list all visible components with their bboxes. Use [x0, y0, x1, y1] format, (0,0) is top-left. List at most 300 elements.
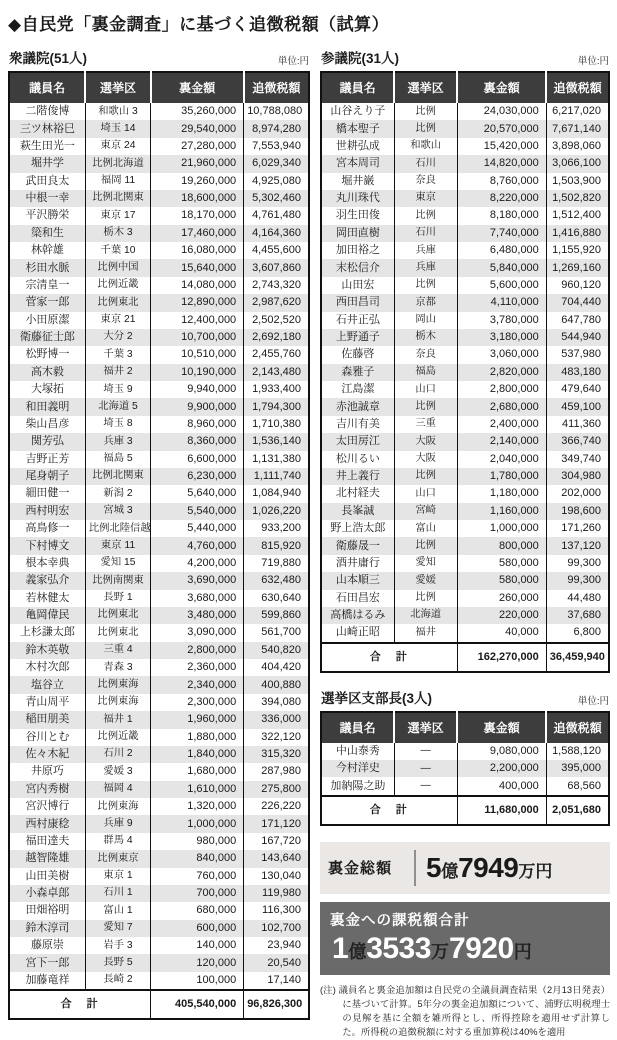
tax-amount-cell: 4,761,480: [244, 207, 309, 224]
tax-amount-cell: 540,820: [244, 642, 309, 659]
table-row: [9, 694, 309, 711]
member-name-cell: 小田原潔: [25, 313, 70, 326]
table-row: [9, 138, 309, 155]
slush-amount-cell: 4,760,000: [151, 537, 244, 554]
column-header: 議員名: [321, 72, 394, 103]
slush-amount-cell: 1,180,000: [457, 485, 546, 502]
slush-amount-cell: 120,000: [151, 954, 244, 971]
district-cell: 比例近畿: [85, 277, 150, 294]
two-column-layout: [8, 47, 610, 1040]
table-row: [9, 954, 309, 971]
slush-amount-cell: 1,780,000: [457, 468, 546, 485]
table-row: [321, 173, 609, 190]
slush-amount-cell: 1,000,000: [457, 520, 546, 537]
tax-amount-cell: 483,180: [546, 364, 609, 381]
tax-amount-cell: 4,455,600: [244, 242, 309, 259]
table-row: [9, 763, 309, 780]
member-name-cell: 江島潔: [341, 383, 375, 396]
slush-amount-cell: 6,600,000: [151, 451, 244, 468]
slush-fund-total-label: 裏金総額: [328, 860, 393, 878]
table-row: [321, 381, 609, 398]
slush-amount-cell: 7,740,000: [457, 225, 546, 242]
district-cell: 石川: [394, 155, 457, 172]
tax-amount-cell: 647,780: [546, 312, 609, 329]
district-cell: 兵庫: [394, 242, 457, 259]
table-row: [321, 346, 609, 363]
slush-amount-cell: 5,840,000: [457, 259, 546, 276]
tax-amount-cell: 1,155,920: [546, 242, 609, 259]
district-cell: 富山: [394, 520, 457, 537]
table-row: [321, 294, 609, 311]
tax-amount-cell: 4,164,360: [244, 225, 309, 242]
amount-unit: 億: [441, 861, 459, 881]
total-tax-amount: 2,051,680: [546, 796, 609, 825]
district-cell: 石川 2: [85, 746, 150, 763]
tax-amount-cell: 119,980: [244, 885, 309, 902]
table-row: [9, 242, 309, 259]
tax-amount-cell: 1,536,140: [244, 433, 309, 450]
slush-amount-cell: 10,510,000: [151, 346, 244, 363]
tax-amount-cell: 411,360: [546, 416, 609, 433]
slush-amount-cell: 580,000: [457, 555, 546, 572]
member-name-cell: 松野博一: [25, 348, 70, 361]
tax-amount-cell: 2,987,620: [244, 294, 309, 311]
shibucho-caption-row: [321, 687, 609, 707]
table-row: [321, 190, 609, 207]
slush-amount-cell: 2,800,000: [457, 381, 546, 398]
tax-amount-cell: 2,455,760: [244, 346, 309, 363]
table-row: [9, 885, 309, 902]
total-label: 合 計: [369, 803, 409, 816]
table-row: [321, 433, 609, 450]
table-row: [321, 138, 609, 155]
tax-amount-cell: 202,000: [546, 485, 609, 502]
table-row: [9, 572, 309, 589]
member-name-cell: 西村明宏: [25, 504, 70, 517]
tax-amount-cell: 561,700: [244, 624, 309, 641]
district-cell: 福井 1: [85, 711, 150, 728]
member-name-cell: 西村康稔: [25, 817, 70, 830]
district-cell: 栃木: [394, 329, 457, 346]
tax-amount-cell: 1,131,380: [244, 451, 309, 468]
tax-amount-cell: 395,000: [546, 760, 609, 777]
tax-amount-cell: 99,300: [546, 572, 609, 589]
member-name-cell: 加納陽之助: [330, 779, 386, 792]
total-label: 合 計: [60, 998, 100, 1011]
member-name-cell: 青山周平: [25, 695, 70, 708]
district-cell: 京都: [394, 294, 457, 311]
tax-amount-cell: 44,480: [546, 590, 609, 607]
slush-amount-cell: 600,000: [151, 920, 244, 937]
table-row: [321, 416, 609, 433]
shugiin-caption-row: [9, 47, 309, 67]
member-name-cell: 萩生田光一: [19, 139, 75, 152]
table-row: [9, 850, 309, 867]
tax-amount-cell: 3,066,100: [546, 155, 609, 172]
district-cell: 比例: [394, 207, 457, 224]
table-row: [321, 760, 609, 777]
column-header: 裏金額: [151, 72, 244, 103]
slush-amount-cell: 3,780,000: [457, 312, 546, 329]
table-row: [9, 920, 309, 937]
district-cell: 福井: [394, 624, 457, 642]
slush-amount-cell: 5,440,000: [151, 520, 244, 537]
district-cell: 和歌山: [394, 138, 457, 155]
district-cell: 青森 3: [85, 659, 150, 676]
tax-amount-cell: 6,029,340: [244, 155, 309, 172]
member-name-cell: 宮下一郎: [25, 956, 70, 969]
tax-amount-cell: 933,200: [244, 520, 309, 537]
tax-amount-cell: 1,269,160: [546, 259, 609, 276]
shugiin-title: 衆議院(51人): [9, 51, 88, 66]
tax-amount-cell: 171,120: [244, 815, 309, 832]
table-row: [9, 659, 309, 676]
district-cell: 福岡 11: [85, 173, 150, 190]
table-row: [9, 868, 309, 885]
slush-amount-cell: 2,400,000: [457, 416, 546, 433]
tax-amount-cell: 960,120: [546, 277, 609, 294]
member-name-cell: 山谷えり子: [330, 105, 386, 118]
district-cell: 比例東海: [85, 676, 150, 693]
total-slush-amount: 162,270,000: [457, 643, 546, 672]
sangiin-caption-row: [321, 47, 609, 67]
slush-amount-cell: 12,400,000: [151, 312, 244, 329]
table-row: [9, 537, 309, 554]
slush-amount-cell: 140,000: [151, 937, 244, 954]
sangiin-table: [320, 71, 610, 673]
table-row: [321, 503, 609, 520]
member-name-cell: 野上浩太郎: [330, 522, 386, 535]
tax-amount-cell: 116,300: [244, 902, 309, 919]
district-cell: 長崎 2: [85, 972, 150, 990]
district-cell: 三重: [394, 416, 457, 433]
district-cell: 比例: [394, 103, 457, 120]
slush-fund-total-value: [426, 852, 552, 884]
slush-amount-cell: 29,540,000: [151, 120, 244, 137]
tax-amount-cell: 1,111,740: [244, 468, 309, 485]
table-row: [9, 902, 309, 919]
district-cell: 愛知: [394, 555, 457, 572]
slush-amount-cell: 24,030,000: [457, 103, 546, 120]
district-cell: 埼玉 14: [85, 120, 150, 137]
tax-amount-cell: 1,710,380: [244, 416, 309, 433]
district-cell: 三重 4: [85, 642, 150, 659]
member-name-cell: 石田昌宏: [335, 591, 380, 604]
slush-amount-cell: 840,000: [151, 850, 244, 867]
member-name-cell: 武田良太: [25, 174, 70, 187]
member-name-cell: 世耕弘成: [335, 139, 380, 152]
total-tax-amount: 96,826,300: [244, 990, 309, 1019]
table-row: [9, 173, 309, 190]
district-cell: 東京 17: [85, 207, 150, 224]
district-cell: 東京 24: [85, 138, 150, 155]
district-cell: 比例北海道: [85, 155, 150, 172]
member-name-cell: 宮本周司: [335, 157, 380, 170]
district-cell: 岡山: [394, 312, 457, 329]
slush-amount-cell: 5,640,000: [151, 485, 244, 502]
member-name-cell: 赤池誠章: [335, 400, 380, 413]
shibucho-section: [320, 687, 610, 826]
district-cell: 大阪: [394, 451, 457, 468]
member-name-cell: 丸川珠代: [335, 192, 380, 205]
tax-amount-cell: 1,503,900: [546, 173, 609, 190]
slush-amount-cell: 3,060,000: [457, 346, 546, 363]
district-cell: 福井 2: [85, 364, 150, 381]
shibucho-table-head: [321, 712, 609, 743]
member-name-cell: 鈴木淳司: [25, 921, 70, 934]
table-row: [321, 312, 609, 329]
tax-amount-cell: 815,920: [244, 537, 309, 554]
district-cell: 奈良: [394, 173, 457, 190]
district-cell: 比例東北: [85, 624, 150, 641]
column-header: 追徴税額: [244, 72, 309, 103]
member-name-cell: 井上義行: [335, 470, 380, 483]
tax-amount-cell: 599,860: [244, 607, 309, 624]
district-cell: 長野 1: [85, 590, 150, 607]
member-name-cell: 大塚拓: [30, 383, 64, 396]
tax-amount-cell: 1,933,400: [244, 381, 309, 398]
member-name-cell: 中根一幸: [25, 192, 70, 205]
tax-amount-cell: 10,788,080: [244, 103, 309, 120]
slush-amount-cell: 2,360,000: [151, 659, 244, 676]
amount-unit: 億: [348, 941, 367, 962]
district-cell: 福島 5: [85, 451, 150, 468]
slush-amount-cell: 1,840,000: [151, 746, 244, 763]
slush-amount-cell: 5,540,000: [151, 503, 244, 520]
district-cell: 福岡 4: [85, 781, 150, 798]
slush-amount-cell: 2,040,000: [457, 451, 546, 468]
tax-amount-cell: 137,120: [546, 537, 609, 554]
district-cell: 岩手 3: [85, 937, 150, 954]
member-name-cell: 吉川有美: [335, 417, 380, 430]
amount-digits: 5: [426, 851, 442, 883]
tax-amount-cell: 7,553,940: [244, 138, 309, 155]
district-cell: 千葉 3: [85, 346, 150, 363]
table-row: [9, 451, 309, 468]
tax-amount-cell: 719,880: [244, 555, 309, 572]
tax-amount-cell: 404,420: [244, 659, 309, 676]
total-row: [321, 643, 609, 672]
tax-amount-cell: 479,640: [546, 381, 609, 398]
district-cell: 東京 1: [85, 868, 150, 885]
member-name-cell: 若林健太: [25, 591, 70, 604]
slush-amount-cell: 3,180,000: [457, 329, 546, 346]
sangiin-section: [320, 47, 610, 673]
tax-amount-cell: 1,588,120: [546, 743, 609, 760]
amount-unit: 万円: [518, 861, 553, 881]
member-name-cell: 西田昌司: [335, 296, 380, 309]
district-cell: 愛知 7: [85, 920, 150, 937]
slush-amount-cell: 6,230,000: [151, 468, 244, 485]
tax-amount-cell: 1,084,940: [244, 485, 309, 502]
tax-amount-cell: 130,040: [244, 868, 309, 885]
district-cell: 石川 1: [85, 885, 150, 902]
tax-amount-cell: 6,800: [546, 624, 609, 642]
table-row: [321, 207, 609, 224]
table-row: [9, 225, 309, 242]
slush-amount-cell: 8,220,000: [457, 190, 546, 207]
tax-amount-cell: 1,502,820: [546, 190, 609, 207]
table-row: [321, 155, 609, 172]
sangiin-unit-label: 単位:円: [577, 56, 609, 67]
slush-amount-cell: 980,000: [151, 833, 244, 850]
slush-amount-cell: 2,140,000: [457, 433, 546, 450]
member-name-cell: 亀岡偉民: [25, 609, 70, 622]
member-name-cell: 稲田朋美: [25, 713, 70, 726]
slush-amount-cell: 15,640,000: [151, 259, 244, 276]
table-row: [9, 555, 309, 572]
slush-amount-cell: 6,480,000: [457, 242, 546, 259]
member-name-cell: 井原巧: [30, 765, 64, 778]
tax-amount-cell: 1,512,400: [546, 207, 609, 224]
member-name-cell: 佐藤啓: [341, 348, 375, 361]
slush-amount-cell: 9,900,000: [151, 398, 244, 415]
sangiin-table-head: [321, 72, 609, 103]
slush-amount-cell: 35,260,000: [151, 103, 244, 120]
member-name-cell: 小森卓郎: [25, 887, 70, 900]
table-row: [9, 815, 309, 832]
district-cell: 比例: [394, 277, 457, 294]
table-row: [9, 329, 309, 346]
slush-amount-cell: 4,200,000: [151, 555, 244, 572]
shibucho-title: 選挙区支部長(3人): [321, 690, 432, 706]
slush-amount-cell: 3,090,000: [151, 624, 244, 641]
member-name-cell: 福田達夫: [25, 834, 70, 847]
member-name-cell: 林幹雄: [30, 244, 64, 257]
table-row: [321, 225, 609, 242]
member-name-cell: 細田健一: [25, 487, 70, 500]
district-cell: 大分 2: [85, 329, 150, 346]
member-name-cell: 吉野正芳: [25, 452, 70, 465]
tax-amount-cell: 198,600: [546, 503, 609, 520]
district-cell: 千葉 10: [85, 242, 150, 259]
table-row: [9, 607, 309, 624]
district-cell: ―: [394, 743, 457, 760]
shibucho-table-body: [321, 743, 609, 825]
tax-amount-cell: 322,120: [244, 729, 309, 746]
tax-amount-cell: 349,740: [546, 451, 609, 468]
column-header: 裏金額: [457, 72, 546, 103]
member-name-cell: 酒井庸行: [335, 556, 380, 569]
page-title: ◆自民党「裏金調査」に基づく追徴税額（試算）: [8, 15, 390, 34]
slush-amount-cell: 260,000: [457, 590, 546, 607]
slush-amount-cell: 40,000: [457, 624, 546, 642]
tax-amount-cell: 2,143,480: [244, 364, 309, 381]
member-name-cell: 藤原崇: [30, 939, 64, 952]
slush-amount-cell: 9,940,000: [151, 381, 244, 398]
table-row: [9, 590, 309, 607]
table-row: [9, 729, 309, 746]
table-row: [321, 537, 609, 554]
district-cell: 東京: [394, 190, 457, 207]
shugiin-table: [8, 71, 310, 1020]
tax-amount-cell: 3,607,860: [244, 259, 309, 276]
table-row: [321, 451, 609, 468]
total-row: [9, 990, 309, 1019]
member-name-cell: 鈴木英敬: [25, 643, 70, 656]
sangiin-table-body: [321, 103, 609, 672]
table-row: [321, 259, 609, 276]
tax-amount-cell: 400,880: [244, 676, 309, 693]
district-cell: 愛媛 3: [85, 763, 150, 780]
member-name-cell: 堀井学: [30, 157, 64, 170]
table-row: [321, 485, 609, 502]
member-name-cell: 羽生田俊: [335, 209, 380, 222]
column-header: 議員名: [321, 712, 394, 743]
slush-amount-cell: 1,880,000: [151, 729, 244, 746]
member-name-cell: 北村経夫: [335, 487, 380, 500]
table-row: [9, 346, 309, 363]
district-cell: 奈良: [394, 346, 457, 363]
district-cell: 愛媛: [394, 572, 457, 589]
table-row: [321, 277, 609, 294]
slush-amount-cell: 8,960,000: [151, 416, 244, 433]
district-cell: 埼玉 8: [85, 416, 150, 433]
district-cell: 比例東北: [85, 294, 150, 311]
slush-amount-cell: 21,960,000: [151, 155, 244, 172]
slush-amount-cell: 19,260,000: [151, 173, 244, 190]
shugiin-unit-label: 単位:円: [277, 56, 309, 67]
table-row: [9, 833, 309, 850]
slush-amount-cell: 760,000: [151, 868, 244, 885]
vertical-divider: [414, 850, 416, 886]
tax-amount-cell: 394,080: [244, 694, 309, 711]
tax-amount-cell: 1,416,880: [546, 225, 609, 242]
member-name-cell: 簗和生: [30, 226, 64, 239]
tax-amount-cell: 167,720: [244, 833, 309, 850]
district-cell: 比例近畿: [85, 729, 150, 746]
table-row: [321, 624, 609, 642]
table-row: [9, 798, 309, 815]
district-cell: 宮崎: [394, 503, 457, 520]
table-row: [9, 398, 309, 415]
table-row: [9, 485, 309, 502]
district-cell: 愛知 15: [85, 555, 150, 572]
slush-amount-cell: 5,600,000: [457, 277, 546, 294]
table-row: [9, 937, 309, 954]
column-header: 議員名: [9, 72, 85, 103]
member-name-cell: 堀井巌: [341, 174, 375, 187]
column-header: 選挙区: [85, 72, 150, 103]
amount-digits: 7920: [448, 931, 514, 965]
district-cell: 比例東京: [85, 850, 150, 867]
table-row: [9, 207, 309, 224]
district-cell: 比例: [394, 537, 457, 554]
member-name-cell: 二階俊博: [25, 105, 70, 118]
slush-amount-cell: 9,080,000: [457, 743, 546, 760]
table-row: [321, 743, 609, 760]
table-row: [9, 277, 309, 294]
district-cell: 石川: [394, 225, 457, 242]
slush-amount-cell: 2,200,000: [457, 760, 546, 777]
district-cell: 富山 1: [85, 902, 150, 919]
member-name-cell: 宮沢博行: [25, 800, 70, 813]
district-cell: 山口: [394, 485, 457, 502]
table-row: [9, 520, 309, 537]
table-row: [9, 416, 309, 433]
member-name-cell: 松川るい: [335, 452, 380, 465]
district-cell: 比例東北: [85, 607, 150, 624]
member-name-cell: 和田義明: [25, 400, 70, 413]
member-name-cell: 加田裕之: [335, 244, 380, 257]
total-slush-amount: 11,680,000: [457, 796, 546, 825]
total-tax-amount: 36,459,940: [546, 643, 609, 672]
slush-amount-cell: 18,600,000: [151, 190, 244, 207]
member-name-cell: 高木毅: [30, 365, 64, 378]
member-name-cell: 今村洋史: [335, 762, 380, 775]
district-cell: 比例東海: [85, 694, 150, 711]
slush-amount-cell: 8,180,000: [457, 207, 546, 224]
